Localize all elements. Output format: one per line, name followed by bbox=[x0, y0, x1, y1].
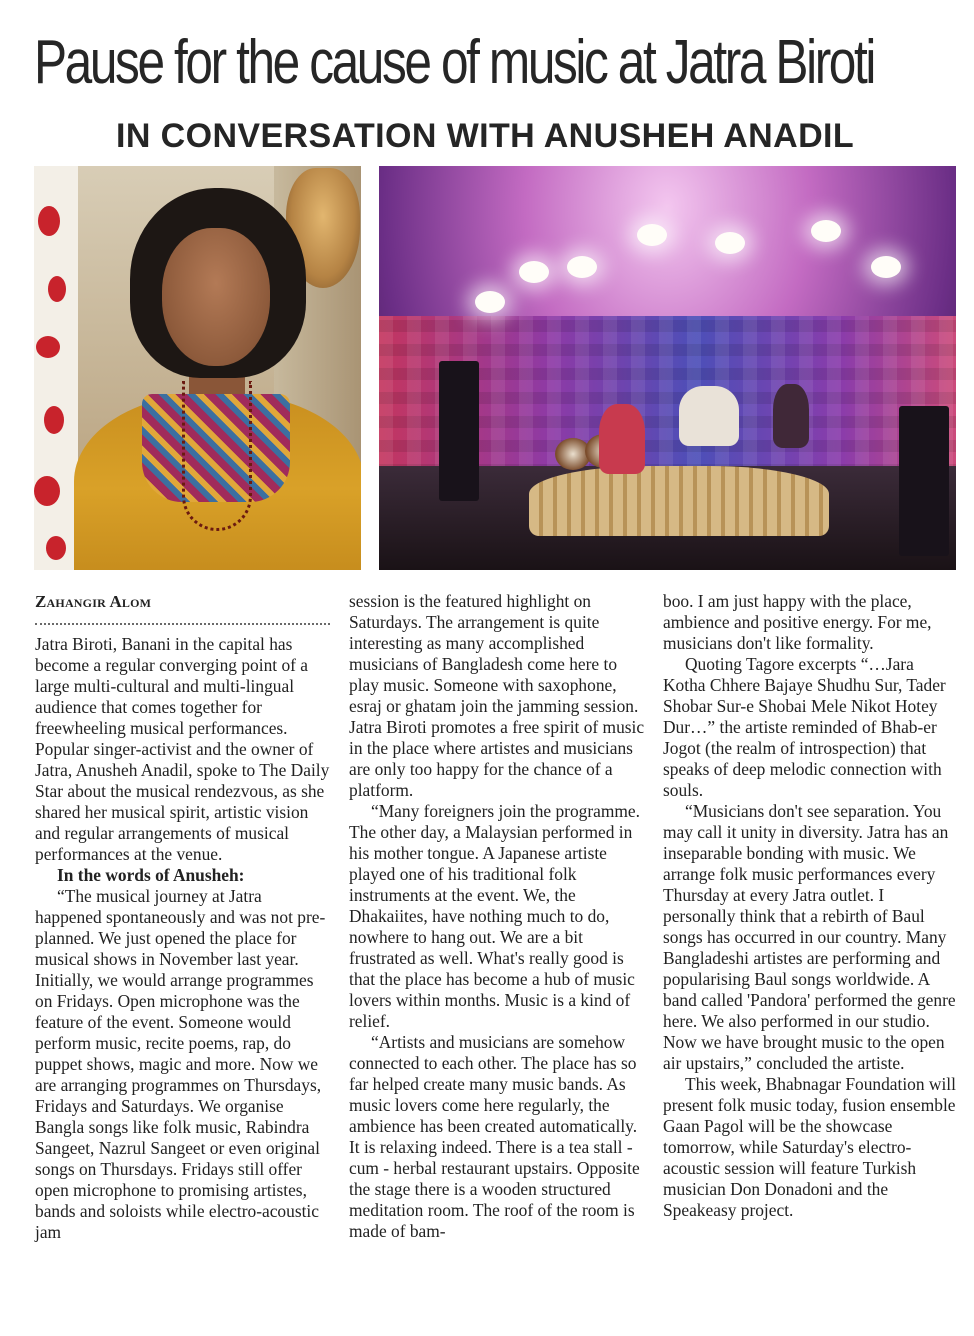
portrait-photo bbox=[34, 166, 361, 570]
decorative-panel bbox=[34, 166, 78, 570]
article-column-1 bbox=[35, 591, 330, 1243]
paragraph: “The musical journey at Jatra happened spontaneously and was not pre-planned. We just opened the place for musical shows in November last year. Initially, we would arrange programmes on Fridays. Open microphone was the feature of the event. Someone would perform music, recite poems, rap, do puppet shows, magic and more. Now we are arranging programmes on Thursdays, Fridays and Saturdays. We organise Bangla songs like folk music, Rabindra Sangeet, Nazrul Sangeet or even original songs on Thursdays. Fridays still offer open microphone to promising artistes, bands and soloists while electro-acoustic jam bbox=[35, 886, 326, 1242]
portrait-face bbox=[162, 228, 270, 366]
article-column-3 bbox=[663, 591, 959, 1221]
paragraph: “Musicians don't see separation. You may call it unity in diversity. Jatra has an inseparable bonding with music. We arrange folk music performances every Thursday at every Jatra outlet. I personally think that a rebirth of Baul songs has occurred in our country. Many Bangladeshi artistes are performing and popularising Baul songs worldwide. A band called 'Pandora' performed the genre here. We also performed in our studio. Now we have brought music to the open air upstairs,” concluded the artiste. bbox=[663, 801, 956, 1073]
paragraph: “Many foreigners join the programme. The other day, a Malaysian performed in his mother tongue. A Japanese artiste played one of his traditional folk instruments at the event. We, the Dhakaiites, have nothing much to do, nowhere to hang out. We are a bit frustrated as well. What's really good is that the place has become a hub of music lovers within months. Music is a kind of relief. bbox=[349, 801, 640, 1031]
section-lead: In the words of Anusheh: bbox=[57, 865, 245, 885]
article-column-2 bbox=[349, 591, 645, 1242]
subheadline: IN CONVERSATION WITH ANUSHEH ANADIL bbox=[116, 117, 855, 155]
paragraph: Quoting Tagore excerpts “…Jara Kotha Chhere Bajaye Shudhu Sur, Tader Shobar Sur-e Shobai Mele Nikot Hotey Dur…” the artiste reminded of Bhab-er Jogot (the realm of introspection) that speaks of deep melodic connection with souls. bbox=[663, 654, 946, 800]
headline: Pause for the cause of music at Jatra Biroti bbox=[34, 28, 874, 97]
byline: Zahangir Alom bbox=[35, 592, 152, 611]
paragraph: session is the featured highlight on Saturdays. The arrangement is quite interesting as many accomplished musicians of Bangladesh come here to play music. Someone with saxophone, esraj or ghatam join the jamming session. Jatra Biroti promotes a free spirit of music in the place where artistes and musicians are only too happy for the chance of a platform. bbox=[349, 591, 645, 800]
stage-photo bbox=[379, 166, 956, 570]
paragraph: “Artists and musicians are somehow connected to each other. The place has so far helped create many music bands. As music lovers come here regularly, the ambience has been created automatically. It is relaxing indeed. There is a tea stall - cum - herbal restaurant upstairs. Opposite the stage there is a wooden structured meditation room. The roof of the room is made of bam- bbox=[349, 1032, 640, 1241]
paragraph: boo. I am just happy with the place, ambience and positive energy. For me, musicians don't like formality. bbox=[663, 591, 932, 653]
paragraph: Jatra Biroti, Banani in the capital has become a regular converging point of a large multi-cultural and multi-lingual audience that comes together for freewheeling musical performances. Popular singer-activist and the owner of Jatra, Anusheh Anadil, spoke to The Daily Star about the musical rendezvous, as she shared her musical spirit, artistic vision and regular arrangements of musical performances at the venue. bbox=[35, 634, 330, 864]
paragraph: This week, Bhabnagar Foundation will present folk music today, fusion ensemble Gaan Pagol will be the showcase tomorrow, while Saturday's electro-acoustic session will feature Turkish musician Don Donadoni and the Speakeasy project. bbox=[663, 1074, 956, 1220]
byline-divider bbox=[35, 615, 330, 625]
